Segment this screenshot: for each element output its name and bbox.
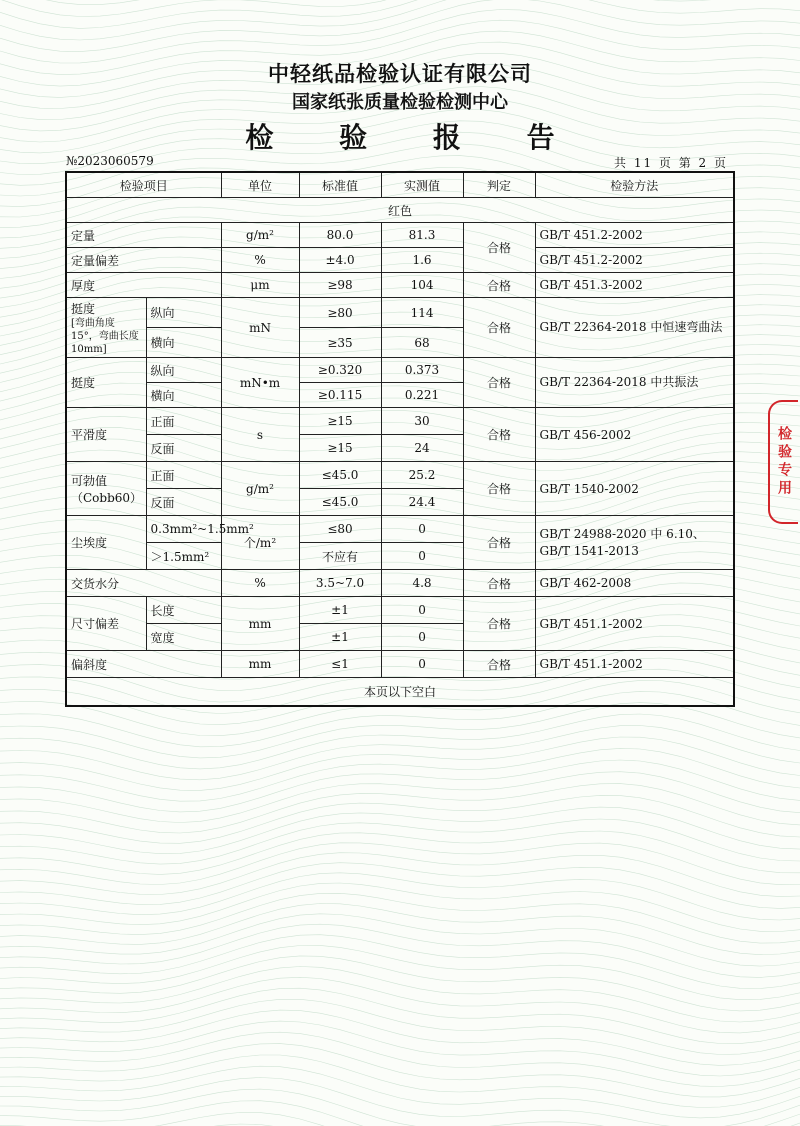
table-row <box>66 223 734 248</box>
red-inspection-stamp <box>768 400 798 524</box>
measured-cell: 25.2 <box>381 462 463 489</box>
measured-cell: 81.3 <box>381 223 463 248</box>
standard-cell: ±1 <box>299 624 381 651</box>
inspection-table <box>65 171 735 707</box>
unit-cell: g/m² <box>221 462 299 516</box>
unit-cell: % <box>221 570 299 597</box>
header-method: 检验方法 <box>535 172 734 198</box>
judgement-cell: 合格 <box>463 298 535 358</box>
unit-cell: mm <box>221 651 299 678</box>
table-row <box>66 298 734 328</box>
item-cell: 尺寸偏差 <box>66 597 146 651</box>
stamp-text: 检验专用 <box>776 426 792 498</box>
header-measured: 实测值 <box>381 172 463 198</box>
header-item: 检验项目 <box>66 172 221 198</box>
measured-cell: 104 <box>381 273 463 298</box>
method-cell: GB/T 451.2-2002 <box>535 248 734 273</box>
standard-cell: ≤45.0 <box>299 489 381 516</box>
standard-cell: ≤45.0 <box>299 462 381 489</box>
standard-cell: ≥35 <box>299 328 381 358</box>
unit-cell: mm <box>221 597 299 651</box>
method-cell: GB/T 451.3-2002 <box>535 273 734 298</box>
measured-cell: 0 <box>381 597 463 624</box>
standard-cell: ≥0.320 <box>299 358 381 383</box>
table-row <box>66 248 734 273</box>
table-row <box>66 462 734 489</box>
method-cell: GB/T 451.1-2002 <box>535 597 734 651</box>
judgement-cell: 合格 <box>463 223 535 273</box>
method-cell: GB/T 451.1-2002 <box>535 651 734 678</box>
judgement-cell: 合格 <box>463 597 535 651</box>
unit-cell: mN•m <box>221 358 299 408</box>
sub-item-cell: 正面 <box>146 408 221 435</box>
table-row <box>66 651 734 678</box>
table-row <box>66 570 734 597</box>
measured-cell: 24.4 <box>381 489 463 516</box>
measured-cell: 1.6 <box>381 248 463 273</box>
unit-cell: s <box>221 408 299 462</box>
standard-cell: 3.5~7.0 <box>299 570 381 597</box>
sub-item-cell: 0.3mm²~1.5mm² <box>146 516 221 543</box>
unit-cell: mN <box>221 298 299 358</box>
standard-cell: ≥15 <box>299 408 381 435</box>
unit-cell: % <box>221 248 299 273</box>
table-footer-row <box>66 678 734 706</box>
judgement-cell: 合格 <box>463 408 535 462</box>
unit-cell: 个/m² <box>221 516 299 570</box>
report-number: №2023060579 <box>66 154 154 168</box>
method-cell: GB/T 24988-2020 中 6.10、GB/T 1541-2013 <box>535 516 734 570</box>
unit-cell: μm <box>221 273 299 298</box>
judgement-cell: 合格 <box>463 651 535 678</box>
standard-cell: ≥0.115 <box>299 383 381 408</box>
blank-below-note: 本页以下空白 <box>66 678 734 706</box>
table-row <box>66 516 734 543</box>
sub-item-cell: ＞1.5mm² <box>146 543 221 570</box>
header-judgement: 判定 <box>463 172 535 198</box>
header-standard: 标准值 <box>299 172 381 198</box>
item-cell: 挺度 <box>66 358 146 408</box>
standard-cell: ≥80 <box>299 298 381 328</box>
sub-item-cell: 长度 <box>146 597 221 624</box>
standard-cell: ±4.0 <box>299 248 381 273</box>
item-cell: 平滑度 <box>66 408 146 462</box>
standard-cell: ≤1 <box>299 651 381 678</box>
unit-cell: g/m² <box>221 223 299 248</box>
method-cell: GB/T 456-2002 <box>535 408 734 462</box>
measured-cell: 0.221 <box>381 383 463 408</box>
standard-cell: ≥15 <box>299 435 381 462</box>
measured-cell: 0 <box>381 624 463 651</box>
measured-cell: 4.8 <box>381 570 463 597</box>
sub-item-cell: 纵向 <box>146 298 221 328</box>
standard-cell: ±1 <box>299 597 381 624</box>
judgement-cell: 合格 <box>463 516 535 570</box>
standard-cell: ≥98 <box>299 273 381 298</box>
measured-cell: 0.373 <box>381 358 463 383</box>
item-name: 挺度 <box>71 301 96 316</box>
item-cell: 尘埃度 <box>66 516 146 570</box>
method-cell: GB/T 22364-2018 中共振法 <box>535 358 734 408</box>
judgement-cell: 合格 <box>463 273 535 298</box>
sub-item-cell: 反面 <box>146 489 221 516</box>
measured-cell: 114 <box>381 298 463 328</box>
table-row <box>66 408 734 435</box>
company-name: 中轻纸品检验认证有限公司 <box>268 62 532 86</box>
sub-item-cell: 纵向 <box>146 358 221 383</box>
sub-item-cell: 正面 <box>146 462 221 489</box>
item-cell: 交货水分 <box>66 570 221 597</box>
judgement-cell: 合格 <box>463 462 535 516</box>
method-cell: GB/T 22364-2018 中恒速弯曲法 <box>535 298 734 358</box>
page-info: 共 11 页 第 2 页 <box>614 156 728 170</box>
method-cell: GB/T 451.2-2002 <box>535 223 734 248</box>
table-row <box>66 597 734 624</box>
item-cell: 可勃值（Cobb60） <box>66 462 146 516</box>
table-row <box>66 198 734 223</box>
sample-color: 红色 <box>66 198 734 223</box>
item-cell <box>66 298 146 358</box>
standard-cell: 80.0 <box>299 223 381 248</box>
measured-cell: 68 <box>381 328 463 358</box>
judgement-cell: 合格 <box>463 358 535 408</box>
header-unit: 单位 <box>221 172 299 198</box>
judgement-cell: 合格 <box>463 570 535 597</box>
report-title: 检 验 报 告 <box>245 121 583 154</box>
sub-item-cell: 宽度 <box>146 624 221 651</box>
item-cell: 定量偏差 <box>66 248 221 273</box>
item-cell: 厚度 <box>66 273 221 298</box>
measured-cell: 0 <box>381 543 463 570</box>
item-cell: 定量 <box>66 223 221 248</box>
measured-cell: 30 <box>381 408 463 435</box>
standard-cell: 不应有 <box>299 543 381 570</box>
sub-item-cell: 反面 <box>146 435 221 462</box>
method-cell: GB/T 462-2008 <box>535 570 734 597</box>
center-name: 国家纸张质量检验检测中心 <box>292 92 508 113</box>
item-note: [弯曲角度 15°，弯曲长度 10mm] <box>71 317 139 355</box>
table-row <box>66 273 734 298</box>
sub-item-cell: 横向 <box>146 328 221 358</box>
standard-cell: ≤80 <box>299 516 381 543</box>
sub-item-cell: 横向 <box>146 383 221 408</box>
table-header-row <box>66 172 734 198</box>
item-cell: 偏斜度 <box>66 651 221 678</box>
method-cell: GB/T 1540-2002 <box>535 462 734 516</box>
measured-cell: 24 <box>381 435 463 462</box>
measured-cell: 0 <box>381 516 463 543</box>
table-row <box>66 358 734 383</box>
measured-cell: 0 <box>381 651 463 678</box>
